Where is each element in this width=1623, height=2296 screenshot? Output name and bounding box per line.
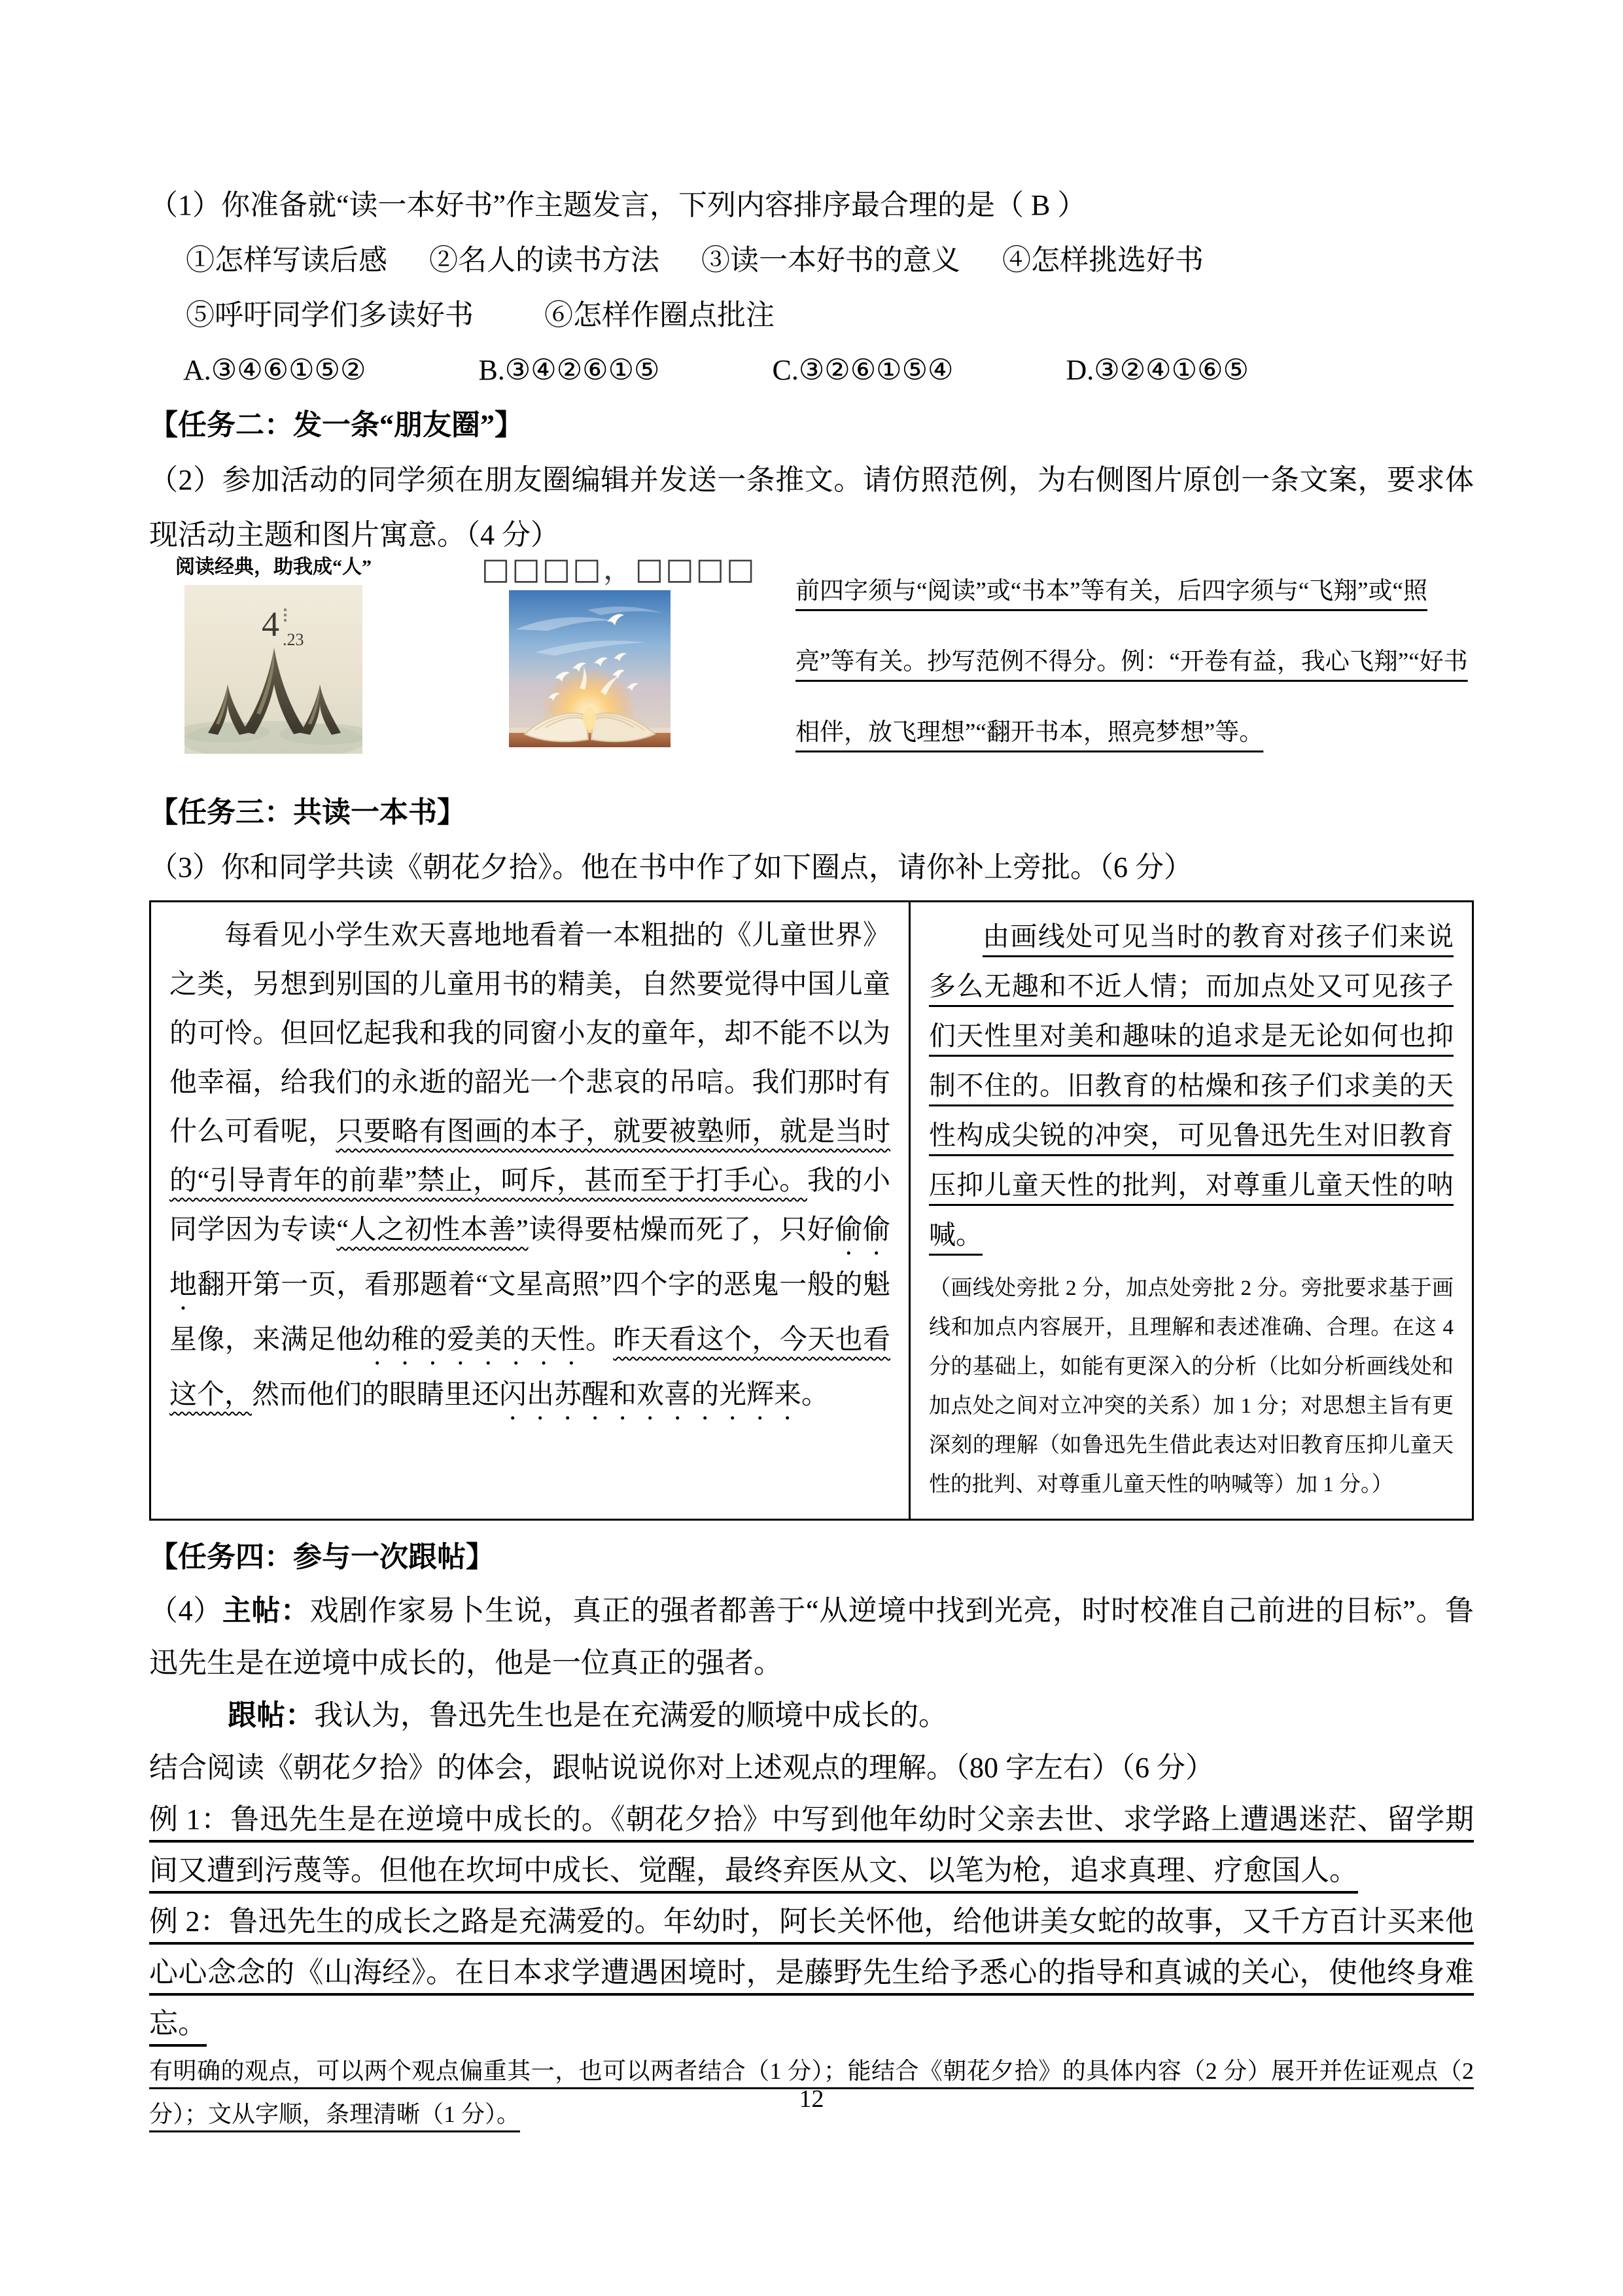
task-4-heading: 【任务四：参与一次跟帖】 bbox=[149, 1541, 495, 1573]
example-post-figure bbox=[162, 554, 385, 754]
main-post bbox=[149, 1585, 1474, 1689]
svg-text:4: 4 bbox=[262, 605, 279, 644]
passage-segment-wavy: 只要略有图画的本子，就要被塾师，就是当时的“引导青年的前辈”禁止，呵斥，甚而至于打手心。 bbox=[169, 1117, 890, 1196]
passage-cell bbox=[150, 902, 910, 1520]
list-item: ⑤呼吁同学们多读好书 bbox=[186, 299, 474, 331]
reply-label: 跟帖： bbox=[228, 1699, 314, 1731]
passage-segment-dots: 闪出苏醒和欢喜的光辉来。 bbox=[499, 1380, 829, 1410]
post-text: 戏剧作家易卜生说，真正的强者都善于“从逆境中找到光亮，时时校准自己前进的目标”。鲁迅先生是在逆境中成长的，他是一位真正的强者。 bbox=[149, 1595, 1475, 1679]
answer-note-line: 亮”等有关。抄写范例不得分。例：“开卷有益，我心飞翔”“好书 bbox=[795, 648, 1468, 675]
passage-segment-plain: 翻开第一页，看那题着“文星高照”四个字的恶鬼一般的魁星像，来满足他 bbox=[169, 1270, 890, 1355]
list-item: ⑥怎样作圈点批注 bbox=[544, 299, 775, 331]
choice-c: C.③②⑥①⑤④ bbox=[772, 354, 954, 386]
task-3-body: （3）你和同学共读《朝花夕拾》。他在书中作了如下圈点，请你补上旁批。（6 分） bbox=[149, 851, 1193, 883]
annotation-cell bbox=[909, 902, 1473, 1520]
task-4-instruction: 结合阅读《朝花夕拾》的体会，跟帖说说你对上述观点的理解。（80 字左右）（6 分） bbox=[149, 1752, 1214, 1784]
task-2 bbox=[149, 398, 1474, 768]
passage-segment-plain: 。 bbox=[585, 1325, 614, 1355]
question-1-stem: （1）你准备就“读一本好书”作主题发言，下列内容排序最合理的是（ B ） bbox=[149, 189, 1087, 221]
task-3 bbox=[149, 785, 1474, 1521]
list-item: ④怎样挑选好书 bbox=[1002, 244, 1204, 276]
task-2-body: （2）参加活动的同学须在朋友圈编辑并发送一条推文。请仿照范例，为右侧图片原创一条文案，要求体现活动主题和图片寓意。（4 分） bbox=[149, 464, 1474, 551]
reply-post bbox=[149, 1689, 1474, 1742]
open-book-sunrise-image bbox=[509, 590, 671, 747]
passage-segment-plain: 我的小同学因为专读 bbox=[169, 1166, 890, 1245]
question-1-items-row-2 bbox=[149, 288, 1474, 343]
answer-example-2: 例 2：鲁迅先生的成长之路是充满爱的。年幼时，阿长关怀他，给他讲美女蛇的故事，又千方百计买来他心心念念的《山海经》。在日本求学遭遇困境时，是藤野先生给予悉心的指导和真诚的关心，使他终身难忘。 bbox=[149, 1905, 1474, 2040]
question-1-choices bbox=[149, 343, 1474, 398]
answer-note-line: 前四字须与“阅读”或“书本”等有关，后四字须与“飞翔”或“照 bbox=[795, 578, 1427, 605]
list-item: ③读一本好书的意义 bbox=[701, 244, 960, 276]
choice-d: D.③②④①⑥⑤ bbox=[1066, 354, 1249, 386]
passage-segment-dots: 幼稚的爱美的天性 bbox=[363, 1325, 585, 1355]
passage-segment-plain: 读得要枯燥而死了，只好 bbox=[528, 1215, 835, 1245]
passage-text bbox=[169, 911, 890, 1426]
answer-note-line: 相伴，放飞理想”“翻开书本，照亮梦想”等。 bbox=[795, 719, 1264, 746]
passage-segment-plain: 每看见小学生欢天喜地地看着一本粗拙的《儿童世界》之类，另想到别国的儿童用书的精美，自然要觉得中国儿童的可怜。但回忆起我和我的同窗小友的童年，却不能不以为他幸福，给我们的永逝的韶光一个悲哀的吊唁。我们那时有什么可看呢， bbox=[169, 921, 890, 1147]
answer-example-1: 例 1：鲁迅先生是在逆境中成长的。《朝花夕拾》中写到他年幼时父亲去世、求学路上遭遇迷茫、留学期间又遭到污蔑等。但他在坎坷中成长、觉醒，最终弃医从文、以笔为枪，追求真理、疗愈国人。 bbox=[149, 1803, 1474, 1886]
blank-post-caption: □□□□，□□□□ bbox=[481, 551, 757, 586]
blank-post-figure bbox=[481, 551, 757, 747]
page-number: 12 bbox=[799, 2085, 824, 2113]
annotation-table bbox=[149, 900, 1474, 1521]
task-2-answer-note bbox=[795, 554, 1476, 768]
example-post-caption: 阅读经典，助我成“人” bbox=[175, 556, 372, 578]
reply-text: 我认为，鲁迅先生也是在充满爱的顺境中成长的。 bbox=[314, 1699, 947, 1731]
passage-segment-wavy: “人之初性本善” bbox=[336, 1215, 529, 1245]
task-2-figures bbox=[149, 551, 1474, 768]
task-3-heading: 【任务三：共读一本书】 bbox=[149, 796, 466, 828]
scoring-note: （画线处旁批 2 分，加点处旁批 2 分。旁批要求基于画线和加点内容展开，且理解和表述准确、合理。在这 4 分的基础上，如能有更深入的分析（比如分析画线处和加点处之间对立冲突的关系）加 1 分；对思想主旨有更深刻的理解（如鲁迅先生借此表达对旧教育压抑儿童天性的批判、对尊重儿童天性的呐喊等）加 1 分。） bbox=[928, 1277, 1454, 1496]
scoring-criteria: 有明确的观点，可以两个观点偏重其一，也可以两者结合（1 分）；能结合《朝花夕拾》的具体内容（2 分）展开并佐证观点（2 分）；文从字顺，条理清晰（1 分）。 bbox=[149, 2058, 1474, 2127]
annotation-text: 由画线处可见当时的教育对孩子们来说多么无趣和不近人情；而加点处又可见孩子们天性里对美和趣味的追求是无论如何也抑制不住的。旧教育的枯燥和孩子们求美的天性构成尖锐的冲突，可见鲁迅先生对旧教育压抑儿童天性的批判，对尊重儿童天性的呐喊。 bbox=[928, 921, 1454, 1250]
list-item: ②名人的读书方法 bbox=[429, 244, 659, 276]
book-mountains-image bbox=[184, 585, 362, 754]
list-item: ①怎样写读后感 bbox=[186, 244, 387, 276]
passage-segment-wavy: 昨天看这个，今天也看这个， bbox=[169, 1325, 890, 1410]
task-4 bbox=[149, 1530, 1474, 2136]
choice-b: B.③④②⑥①⑤ bbox=[478, 354, 660, 386]
passage-segment-plain: 然而他们的眼睛里还 bbox=[252, 1380, 500, 1410]
choice-a: A.③④⑥①⑤② bbox=[183, 354, 366, 386]
question-1-items-row-1 bbox=[149, 233, 1474, 288]
task-2-heading: 【任务二：发一条“朋友圈”】 bbox=[149, 409, 523, 441]
passage-segment-dots: 偷偷地 bbox=[169, 1215, 890, 1300]
post-number: （4） bbox=[149, 1595, 222, 1627]
svg-text:.23: .23 bbox=[283, 630, 304, 649]
question-1 bbox=[149, 178, 1474, 398]
post-label: 主帖： bbox=[222, 1595, 310, 1627]
